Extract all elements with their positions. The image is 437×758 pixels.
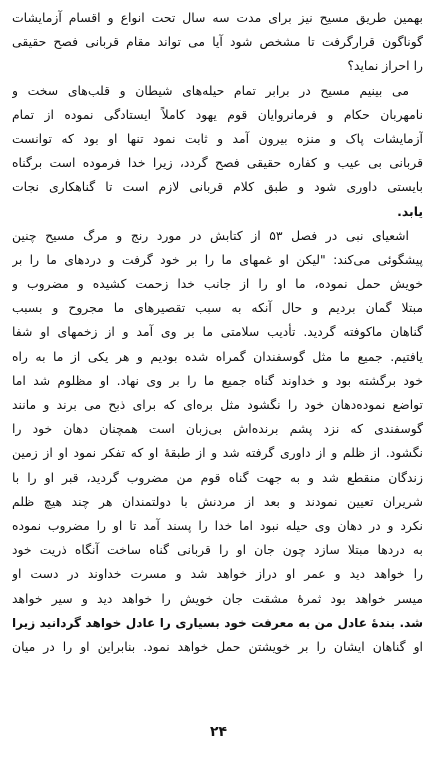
text-line: او گناهان ایشان را بر خویشتن حمل خواهد نمود. بنابراین او را در میان — [12, 638, 423, 654]
text-line: گوسفندی که نزد پشم برنده‌اش بی‌زبان است همچنان دهان خود را — [12, 421, 423, 437]
text-line: میسر خواهد بود ثمرهٔ مشقت جان خویش را خواهد دید و سیر خواهد — [12, 590, 423, 606]
text-line: گناهان ماکوفته گردید. تأدیب سلامتی ما بر وی آمد و از زخمهای او شفا — [12, 324, 423, 340]
text-line: گوناگون قرارگرفت تا مشخص شود آیا می تواند مقام قربانی فصح حقیقی — [12, 34, 423, 50]
text-line: اشعیای نبی در فصل ۵۳ از کتابش در مورد رنج و مرگ مسیح چنین — [12, 227, 409, 243]
text-line: نکرد و در دهان وی حیله نبود اما خدا را پسند آمد تا او را مضروب نموده — [12, 517, 423, 533]
text-line: خویش حمل نموده، ما او را از جانب خدا زحمت کشیده و مضروب و — [12, 276, 423, 292]
text-line: بهمین طریق مسیح نیز برای مدت سه سال تحت انواع و اقسام آزمایشات — [12, 10, 423, 25]
text-line: مبتلا گمان بردیم و حال آنکه به سبب تقصیرهای ما مجروح و بسبب — [12, 300, 423, 316]
text-line: یافتیم. جمیع ما مثل گوسفندان گمراه شده بودیم و هر یکی از ما به راه — [12, 348, 423, 364]
text-line: نامهربان حکام و فرمانروایان قوم یهود کاملاً ایستادگی نموده از تمام — [12, 106, 423, 122]
text-line: به دردها مبتلا سازد چون جان او را قربانی گناه ساخت آنگاه ذریت خود — [12, 542, 423, 558]
text-line-bold-quote: بایستی داوری شود و طبق کلام قربانی لازم است تا گناهکاری نجات — [12, 179, 423, 195]
text-line: قربانی بی عیب و کفاره حقیقی فصح گردد، زیرا خدا فرموده است برگناه — [12, 155, 423, 171]
text-line: پیشگوئی می‌کند: "لیکن او غمهای ما را بر خود گرفت و دردهای ما را بر — [12, 251, 423, 267]
text-line: خود برگشته بود و خداوند گناه جمیع ما را بر وی نهاد. او مظلوم شد اما — [12, 372, 423, 388]
text-line: زندگان منقطع شد و به جهت گناه قوم من مضروب گردید، قبر او را با — [12, 469, 423, 485]
text-line-bold-quote: یابد. — [397, 203, 423, 219]
paragraph-1 — [12, 6, 423, 79]
text-line: نگشود. از ظلم و از داوری گرفته شد و از طبقهٔ او که تفکر نمود او از زمین — [12, 445, 423, 461]
text-line: تواضع نموده‌دهان خود را نگشود مثل بره‌ای که برای ذبح می برند و مانند — [12, 397, 423, 412]
text-line: می بینیم مسیح در برابر تمام حیله‌های شیطان و قلب‌های سخت و — [12, 82, 409, 98]
text-line: را خواهد دید و عمر او دراز خواهد شد و مسرت خداوند در دست او — [12, 566, 423, 582]
text-line: آزمایشات پاک و منزه بیرون آمد و ثابت نمود تنها او بود که توانست — [12, 130, 423, 146]
text-line: را احراز نماید؟ — [347, 58, 423, 74]
text-line-bold-quote: شد. بندهٔ عادل من به معرفت خود بسیاری را عادل خواهد گردانید زیرا — [12, 615, 423, 630]
page-number: ۲۴ — [209, 724, 228, 740]
text-line: شریران تعیین نمودند و بعد از مردنش با دولتمندان هر چند هیچ ظلم — [12, 493, 423, 509]
paragraph-2 — [12, 79, 423, 224]
paragraph-3 — [12, 224, 423, 659]
